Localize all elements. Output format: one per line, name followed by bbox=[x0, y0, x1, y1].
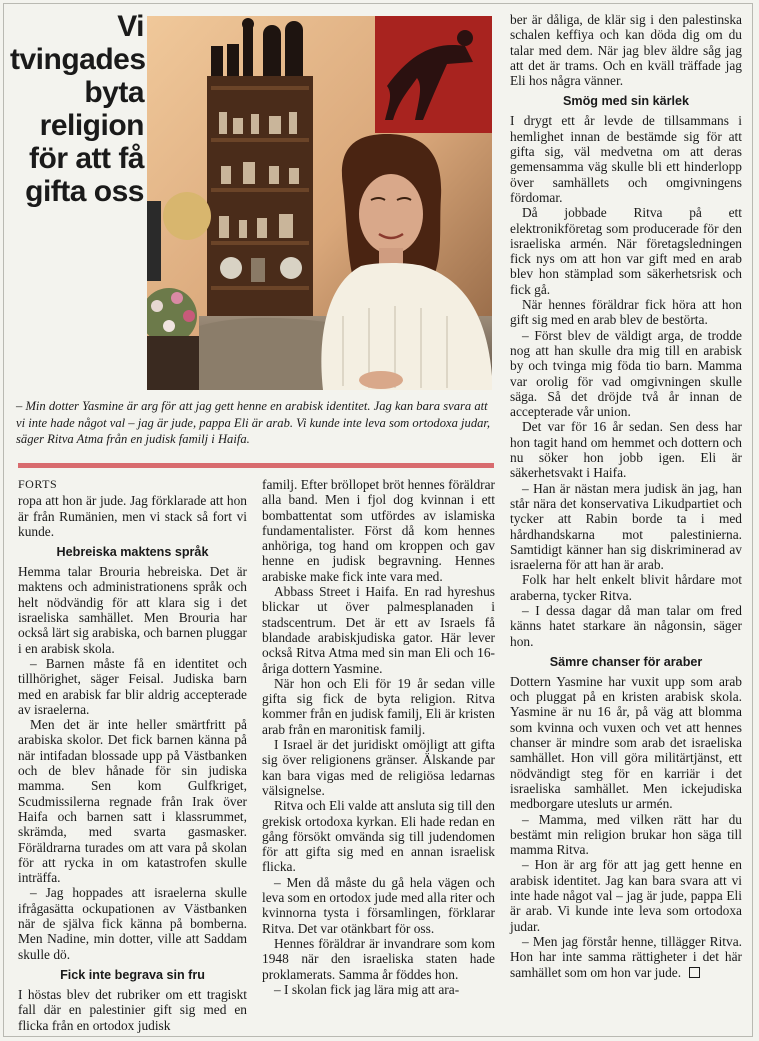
paragraph-text: – Men jag förstår henne, tillägger Ritva. Hon har inte samma rättigheter i det här samhället som om hon var jude. bbox=[510, 933, 742, 980]
paragraph: I Israel är det juridiskt omöjligt att gifta sig över religionens gränser. Älskande par kan bara vigas med de religiösa ledarnas välsignelse. bbox=[262, 737, 495, 798]
section-divider bbox=[18, 463, 494, 468]
portrait-photo bbox=[147, 16, 492, 390]
paragraph: I höstas blev det rubriker om ett tragiskt fall där en palestinier gift sig med en flicka från en ortodox judisk bbox=[18, 986, 247, 1033]
photo-caption: – Min dotter Yasmine är arg för att jag gett henne en arabisk identitet. Jag kan bara svara att vi inte hade något val – jag är jude, pappa Eli är arab. Vi kunde inte leva som ortodoxa judar, säger Ritva Atma från en judisk familj i Haifa. bbox=[16, 399, 491, 446]
paragraph: I drygt ett år levde de tillsammans i hemlighet innan de bestämde sig för att gifta sig, väl medvetna om att deras gemensamma väg skulle bli ett hinderlopp över samhällets och omgivningens fördomar. bbox=[510, 113, 742, 205]
paragraph bbox=[510, 934, 742, 980]
paragraph: – Först blev de väldigt arga, de trodde nog att han skulle dra mig till en arabisk by och tvinga mig föda tio barn. Mamma var orolig för vad omgivningen skulle säga. Så det dröjde två år innan de accepterade vår union. bbox=[510, 327, 742, 420]
headline-line: för att få bbox=[29, 142, 144, 175]
headline-line: gifta oss bbox=[25, 175, 144, 208]
paragraph: Ritva och Eli valde att ansluta sig till den grekisk ortodoxa kyrkan. Eli hade redan en gång försökt omvända sig till judendomen för att gifta sig med en annan israelisk flicka. bbox=[262, 798, 495, 875]
headline-line: tvingades bbox=[10, 43, 146, 76]
continuation-label: FORTS bbox=[18, 477, 58, 491]
headline-line: byta bbox=[84, 76, 144, 109]
end-of-article-mark bbox=[689, 967, 700, 978]
paragraph: Abbass Street i Haifa. En rad hyreshus blickar ut över palmesplanaden i stadscentrum. Det är ett av Israels få blandade arabiskjudiska gator. Här lever också Ritva Atma med sin man Eli och 16-åriga dottern Yasmine. bbox=[262, 584, 495, 676]
subheading: Smög med sin kärlek bbox=[563, 94, 689, 109]
paragraph: Dottern Yasmine har vuxit upp som arab och pluggat på en kristen arabisk skola. Yasmine är nu 16 år, på väg att blomma som kvinna och vuxen och vet att hennes chanser är mindre som arab det israeliska samhället. Hon vill göra militärtjänst, ett nödvändigt steg för en karriär i det israeliska samhället. Men ickejudiska medborgare utesluts ur armén. bbox=[510, 673, 742, 812]
paragraph: När hon och Eli för 19 år sedan ville gifta sig fick de byta religion. Ritva kommer från en judisk familj, Eli är kristen arab från en maronitisk familj. bbox=[262, 675, 495, 737]
subheading: Sämre chanser för araber bbox=[549, 654, 703, 669]
paragraph: När hennes föräldrar fick höra att hon gift sig med en arab blev de bestörta. bbox=[510, 297, 742, 328]
paragraph: – Men då måste du gå hela vägen och leva som en ortodox jude med alla riter och kvinnorna tysta i församlingen, förklarar Ritva. Det var otänkbart för oss. bbox=[262, 874, 495, 936]
paragraph: Men det är inte heller smärtfritt på arabiska skolor. Det fick barnen känna på när intifadan blossade upp på Västbanken och de blev hånade för sin judiska mamma. Sen kom Gulfkriget, Scudmissilerna regnade från Irak över Haifa och barnen satt i klassrummet, skrämda, med svarta gasmasker. Föräldrarna turades om att vara på skolan för att rycka in om katastrofen skulle inträffa. bbox=[18, 717, 247, 886]
paragraph: – I dessa dagar då man talar om fred känns hatet starkare än någonsin, säger hon. bbox=[510, 602, 742, 649]
column-2 bbox=[262, 477, 495, 997]
headline-line: religion bbox=[39, 109, 144, 142]
paragraph: Hennes föräldrar är invandrare som kom 1948 när den israeliska staten hade proklamerats. Samma år föddes hon. bbox=[262, 935, 495, 982]
subheading: Fick inte begrava sin fru bbox=[60, 967, 205, 982]
paragraph: – Jag hoppades att israelerna skulle ifrågasätta ockupationen av Västbanken när de själva fick känna på bomberna. Men Nadine, min dotter, ville att Saddam skulle dö. bbox=[18, 885, 247, 962]
paragraph: Folk har helt enkelt blivit hårdare mot araberna, tycker Ritva. bbox=[510, 572, 742, 603]
paragraph: ber är dåliga, de klär sig i den palestinska schalen keffiya och kan döda dig om du talar med dem. När jag blev äldre såg jag att det är trams. Och en kväll träffade jag Eli hos några vänner. bbox=[510, 12, 742, 89]
paragraph: Då jobbade Ritva på ett elektronikföretag som producerade för den israeliska armén. När företagsledningen fick nys om att hon var gift med en arab blev hon stämplad som säkerhetsrisk och fick gå. bbox=[510, 205, 742, 297]
paragraph: Hemma talar Brouria hebreiska. Det är maktens och administrationens språk och helt nödvändig för att klara sig i det israeliska samhället. Men Brouria har också lärt sig arabiska, och barnen pluggar i en arabisk skola. bbox=[18, 564, 247, 656]
paragraph: – Han är nästan mera judisk än jag, han står nära det konservativa Likudpartiet och tycker att Rabin borde ta i med hårdhandskarna mot palestinierna. Samtidigt känner han sig diskriminerad av israelerna för att han är arab. bbox=[510, 480, 742, 573]
headline bbox=[10, 10, 144, 208]
paragraph: ropa att hon är jude. Jag förklarade att hon är från Rumänien, men vi stack så fort vi kunde. bbox=[18, 493, 247, 539]
paragraph: – Barnen måste få en identitet och tillhörighet, säger Feisal. Judiska barn med en arabisk far blir aldrig accepterade av israelerna. bbox=[18, 655, 247, 717]
column-1 bbox=[18, 477, 247, 1033]
headline-line: Vi bbox=[117, 10, 144, 43]
subheading: Hebreiska maktens språk bbox=[56, 545, 209, 560]
paragraph: – I skolan fick jag lära mig att ara- bbox=[274, 981, 460, 997]
paragraph: – Mamma, med vilken rätt har du bestämt min religion brukar hon säga till mamma Ritva. bbox=[510, 811, 742, 858]
paragraph: – Hon är arg för att jag gett henne en arabisk identitet. Jag kan bara svara att vi inte hade något val – jag är jude, pappa Eli är arab. Vi kunde inte leva som ortodoxa judar. bbox=[510, 857, 742, 934]
paragraph: Det var för 16 år sedan. Sen dess har hon tagit hand om hemmet och dottern och nu söker hon jobb igen. Eli är säkerhetsvakt i Haifa. bbox=[510, 419, 742, 481]
column-3 bbox=[510, 12, 742, 980]
paragraph: familj. Efter bröllopet bröt hennes föräldrar alla band. Men i fjol dog kvinnan i ett bombattentat som utfördes av islamiska fundamentalister. Först då kom hennes anhöriga, tog hand om kroppen och gav henne en judisk begravning. Hennes arabiske make fick inte vara med. bbox=[262, 477, 495, 584]
